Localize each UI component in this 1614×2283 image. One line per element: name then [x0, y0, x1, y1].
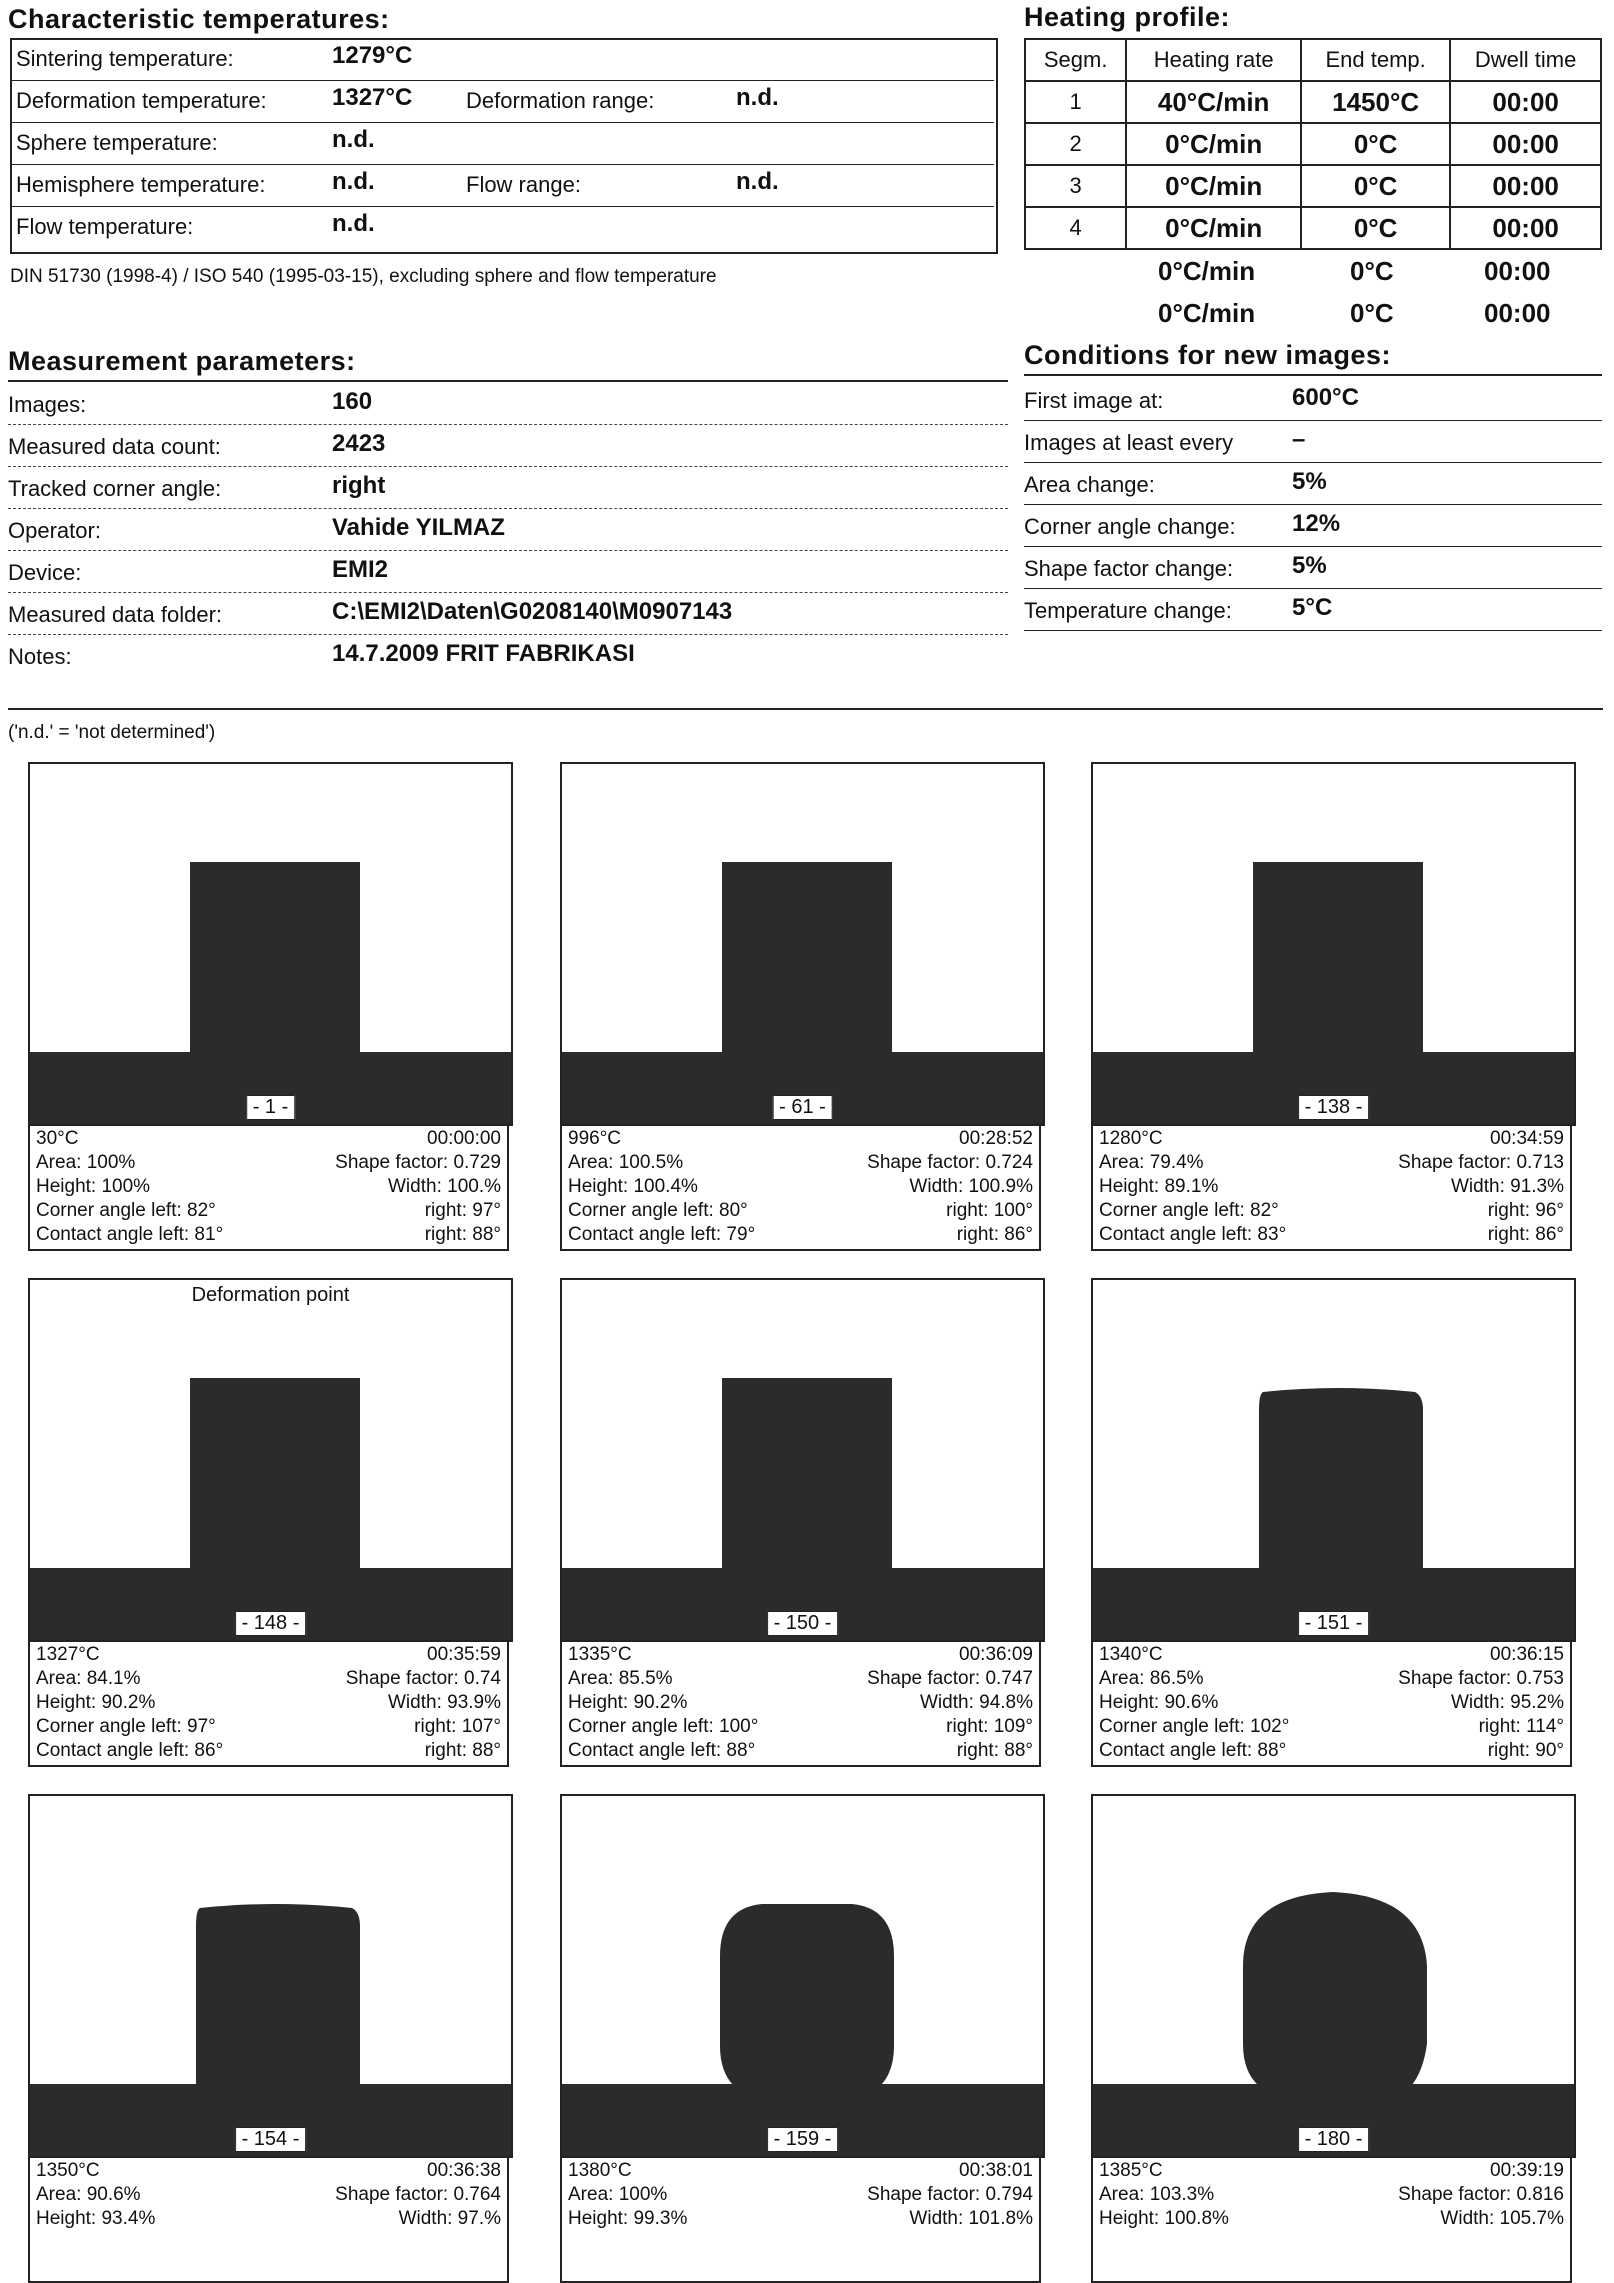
info-corner-l: Corner angle left: 80°: [568, 1200, 748, 1221]
info-line: [568, 2256, 1033, 2280]
info-area: Area: 90.6%: [36, 2184, 141, 2205]
characteristic-row-rule: [10, 206, 994, 207]
image-panel: [1091, 1278, 1576, 1767]
info-corner-l: Corner angle left: 82°: [36, 1200, 216, 1221]
info-line: [1099, 1224, 1564, 1248]
info-height: Height: 100.8%: [1099, 2208, 1229, 2229]
conditions-label: Images at least every: [1024, 430, 1234, 455]
heating-cell: 40°C/min: [1126, 81, 1301, 123]
info-line: [568, 2232, 1033, 2256]
heating-header: Dwell time: [1450, 39, 1601, 81]
heating-cell: 00:00: [1450, 207, 1601, 249]
sample-body: [720, 1904, 894, 2086]
info-line: [568, 1740, 1033, 1764]
info-width: Width: 101.8%: [909, 2208, 1033, 2229]
characteristic-value: n.d.: [332, 210, 375, 237]
info-line: [36, 1128, 501, 1152]
info-area: Area: 100%: [36, 1152, 136, 1173]
conditions-row-rule: [1024, 462, 1602, 463]
info-shape: Shape factor: 0.794: [867, 2184, 1033, 2205]
characteristic-value: n.d.: [736, 168, 779, 195]
image-info: [560, 1642, 1041, 1767]
info-shape: Shape factor: 0.713: [1398, 1152, 1564, 1173]
image-panel: [1091, 762, 1576, 1251]
info-line: [1099, 1644, 1564, 1668]
info-area: Area: 85.5%: [568, 1668, 673, 1689]
characteristic-label: Flow temperature:: [16, 214, 194, 239]
conditions-value: 12%: [1292, 510, 1341, 537]
info-corner-r: right: 96°: [1487, 1200, 1564, 1221]
conditions-value: 5°C: [1292, 594, 1333, 621]
info-width: Width: 100.%: [388, 1176, 501, 1197]
conditions-value: 5%: [1292, 468, 1327, 495]
info-corner-l: Corner angle left: 100°: [568, 1716, 759, 1737]
measurement-label: Measured data count:: [8, 434, 221, 459]
info-shape: Shape factor: 0.747: [867, 1668, 1033, 1689]
info-area: Area: 79.4%: [1099, 1152, 1204, 1173]
info-width: Width: 94.8%: [920, 1692, 1033, 1713]
heating-header: Segm.: [1025, 39, 1126, 81]
info-contact-r: right: 88°: [956, 1740, 1033, 1761]
measurement-row-rule: [8, 592, 1008, 593]
sample-body: [1253, 862, 1423, 1054]
heating-title: Heating profile:: [1024, 2, 1231, 32]
characteristic-label: Deformation temperature:: [16, 88, 267, 113]
sample-body: [722, 1378, 892, 1570]
measurement-row-rule: [8, 424, 1008, 425]
measurement-row-rule: [8, 550, 1008, 551]
sample-body: [196, 1904, 360, 2086]
measurement-label: Device:: [8, 560, 82, 585]
frame-number: - 180 -: [1298, 2127, 1370, 2152]
characteristic-label: Sintering temperature:: [16, 46, 234, 71]
conditions-value: 5%: [1292, 552, 1327, 579]
info-time: 00:39:19: [1490, 2160, 1564, 2181]
heating-row: [1025, 81, 1601, 123]
characteristic-label: Flow range:: [466, 172, 581, 197]
characteristic-row-rule: [10, 164, 994, 165]
characteristic-value: n.d.: [332, 126, 375, 153]
heating-extra-temp: 0°C: [1350, 298, 1394, 328]
info-line: [568, 2160, 1033, 2184]
info-line: [36, 1200, 501, 1224]
sample-image-frame: [28, 762, 513, 1126]
characteristic-value: n.d.: [332, 168, 375, 195]
info-height: Height: 100.4%: [568, 1176, 698, 1197]
info-line: [36, 1176, 501, 1200]
frame-number: - 154 -: [235, 2127, 307, 2152]
image-panel: [560, 1278, 1045, 1767]
info-contact-r: right: 88°: [424, 1224, 501, 1245]
conditions-label: Shape factor change:: [1024, 556, 1234, 581]
info-line: [1099, 1200, 1564, 1224]
info-line: [568, 1200, 1033, 1224]
heating-extra-rate: 0°C/min: [1158, 256, 1256, 286]
info-contact-l: Contact angle left: 83°: [1099, 1224, 1287, 1245]
info-contact-r: right: 86°: [1487, 1224, 1564, 1245]
heating-cell: 0°C: [1301, 165, 1450, 207]
heating-row: [1025, 165, 1601, 207]
sample-silhouette: [562, 1280, 1043, 1640]
heating-cell: 0°C/min: [1126, 165, 1301, 207]
info-area: Area: 103.3%: [1099, 2184, 1215, 2205]
image-panel: [28, 1794, 513, 2283]
info-temp: 1380°C: [568, 2160, 632, 2181]
heating-cell: 4: [1025, 207, 1126, 249]
info-line: [36, 2208, 501, 2232]
image-panel: [1091, 1794, 1576, 2283]
info-temp: 1335°C: [568, 1644, 632, 1665]
info-height: Height: 99.3%: [568, 2208, 688, 2229]
info-line: [568, 1716, 1033, 1740]
conditions-row-rule: [1024, 588, 1602, 589]
info-corner-l: Corner angle left: 82°: [1099, 1200, 1279, 1221]
info-line: [36, 2184, 501, 2208]
sample-body: [190, 1378, 360, 1570]
info-height: Height: 90.2%: [36, 1692, 156, 1713]
heating-cell: 2: [1025, 123, 1126, 165]
conditions-title: Conditions for new images:: [1024, 340, 1392, 370]
characteristic-row-rule: [10, 80, 994, 81]
image-info: [28, 1642, 509, 1767]
info-height: Height: 100%: [36, 1176, 151, 1197]
info-contact-l: Contact angle left: 88°: [568, 1740, 756, 1761]
image-info: [560, 2158, 1041, 2283]
info-shape: Shape factor: 0.74: [345, 1668, 501, 1689]
characteristic-title: Characteristic temperatures:: [8, 4, 390, 34]
info-time: 00:34:59: [1490, 1128, 1564, 1149]
sample-silhouette: [1093, 1280, 1574, 1640]
measurement-title: Measurement parameters:: [8, 346, 356, 376]
measurement-value: Vahide YILMAZ: [332, 514, 505, 541]
info-line: [1099, 2208, 1564, 2232]
info-time: 00:36:09: [959, 1644, 1033, 1665]
sample-silhouette: [30, 1280, 511, 1640]
heating-cell: 00:00: [1450, 81, 1601, 123]
measurement-value: 2423: [332, 430, 386, 457]
measurement-rule: [8, 380, 1008, 382]
conditions-rule: [1024, 374, 1602, 376]
conditions-value: 600°C: [1292, 384, 1359, 411]
frame-number: - 138 -: [1298, 1095, 1370, 1120]
info-line: [1099, 2256, 1564, 2280]
info-temp: 1327°C: [36, 1644, 100, 1665]
sample-image-frame: [560, 1278, 1045, 1642]
measurement-value: EMI2: [332, 556, 389, 583]
info-line: [1099, 2184, 1564, 2208]
info-temp: 1340°C: [1099, 1644, 1163, 1665]
info-temp: 1385°C: [1099, 2160, 1163, 2181]
info-time: 00:35:59: [427, 1644, 501, 1665]
info-height: Height: 90.2%: [568, 1692, 688, 1713]
info-width: Width: 100.9%: [909, 1176, 1033, 1197]
info-shape: Shape factor: 0.724: [867, 1152, 1033, 1173]
info-line: [568, 2208, 1033, 2232]
info-line: [36, 1716, 501, 1740]
info-line: [36, 1668, 501, 1692]
info-time: 00:36:38: [427, 2160, 501, 2181]
info-shape: Shape factor: 0.753: [1398, 1668, 1564, 1689]
heating-row: [1025, 123, 1601, 165]
heating-header-row: [1025, 39, 1601, 81]
info-contact-l: Contact angle left: 86°: [36, 1740, 224, 1761]
info-area: Area: 86.5%: [1099, 1668, 1204, 1689]
heating-cell: 0°C: [1301, 123, 1450, 165]
info-line: [1099, 1128, 1564, 1152]
info-line: [36, 1224, 501, 1248]
heating-cell: 0°C/min: [1126, 123, 1301, 165]
heating-table: [1024, 38, 1602, 250]
image-info: [1091, 1642, 1572, 1767]
frame-number: - 61 -: [772, 1095, 833, 1120]
info-corner-r: right: 109°: [946, 1716, 1033, 1737]
info-shape: Shape factor: 0.729: [335, 1152, 501, 1173]
nd-note: ('n.d.' = 'not determined'): [8, 722, 216, 743]
characteristic-value: 1327°C: [332, 84, 413, 111]
info-contact-l: Contact angle left: 79°: [568, 1224, 756, 1245]
info-line: [36, 1644, 501, 1668]
sample-silhouette: [30, 764, 511, 1124]
info-temp: 1280°C: [1099, 1128, 1163, 1149]
sample-image-frame: [28, 1278, 513, 1642]
info-width: Width: 91.3%: [1451, 1176, 1564, 1197]
characteristic-label: Sphere temperature:: [16, 130, 218, 155]
sample-image-frame: [560, 1794, 1045, 2158]
info-width: Width: 95.2%: [1451, 1692, 1564, 1713]
info-width: Width: 105.7%: [1440, 2208, 1564, 2229]
info-corner-r: right: 114°: [1478, 1716, 1564, 1737]
info-temp: 1350°C: [36, 2160, 100, 2181]
info-width: Width: 93.9%: [388, 1692, 501, 1713]
image-panel: [560, 762, 1045, 1251]
image-info: [1091, 2158, 1572, 2283]
frame-number: - 151 -: [1298, 1611, 1370, 1636]
info-area: Area: 84.1%: [36, 1668, 141, 1689]
info-line: [36, 2232, 501, 2256]
image-info: [560, 1126, 1041, 1251]
sample-image-frame: [1091, 762, 1576, 1126]
sample-image-frame: [560, 762, 1045, 1126]
image-info: [28, 1126, 509, 1251]
sample-image-frame: [1091, 1278, 1576, 1642]
info-time: 00:38:01: [959, 2160, 1033, 2181]
info-line: [1099, 1152, 1564, 1176]
frame-number: - 159 -: [767, 2127, 839, 2152]
measurement-row-rule: [8, 508, 1008, 509]
characteristic-label: Deformation range:: [466, 88, 655, 113]
info-line: [568, 1152, 1033, 1176]
info-line: [36, 1740, 501, 1764]
info-shape: Shape factor: 0.816: [1398, 2184, 1564, 2205]
standard-note: DIN 51730 (1998-4) / ISO 540 (1995-03-15), excluding sphere and flow temperature: [10, 266, 717, 287]
frame-number: - 1 -: [246, 1095, 296, 1120]
info-contact-l: Contact angle left: 88°: [1099, 1740, 1287, 1761]
info-height: Height: 89.1%: [1099, 1176, 1219, 1197]
image-info: [1091, 1126, 1572, 1251]
conditions-label: First image at:: [1024, 388, 1164, 413]
info-temp: 30°C: [36, 1128, 79, 1149]
conditions-row-rule: [1024, 546, 1602, 547]
frame-number: - 148 -: [235, 1611, 307, 1636]
measurement-label: Measured data folder:: [8, 602, 223, 627]
info-line: [568, 1128, 1033, 1152]
heating-cell: 0°C: [1301, 207, 1450, 249]
heating-extra-dwell: 00:00: [1484, 256, 1551, 286]
measurement-label: Tracked corner angle:: [8, 476, 222, 501]
heating-cell: 1: [1025, 81, 1126, 123]
deformation-label: Deformation point: [191, 1284, 350, 1306]
section-rule: [8, 708, 1603, 710]
heating-cell: 3: [1025, 165, 1126, 207]
info-contact-r: right: 86°: [956, 1224, 1033, 1245]
info-corner-l: Corner angle left: 97°: [36, 1716, 216, 1737]
image-panel: [28, 1278, 513, 1767]
heating-cell: 1450°C: [1301, 81, 1450, 123]
image-info: [28, 2158, 509, 2283]
info-time: 00:36:15: [1490, 1644, 1564, 1665]
info-line: [1099, 2232, 1564, 2256]
info-corner-r: right: 97°: [424, 1200, 501, 1221]
info-line: [1099, 1740, 1564, 1764]
info-shape: Shape factor: 0.764: [335, 2184, 501, 2205]
info-corner-r: right: 107°: [414, 1716, 501, 1737]
characteristic-row-rule: [10, 122, 994, 123]
conditions-row-rule: [1024, 630, 1602, 631]
sample-silhouette: [30, 1796, 511, 2156]
measurement-label: Images:: [8, 392, 87, 417]
sample-image-frame: [28, 1794, 513, 2158]
sample-body: [190, 862, 360, 1054]
info-line: [1099, 1716, 1564, 1740]
conditions-value: –: [1292, 426, 1306, 453]
info-line: [1099, 1668, 1564, 1692]
conditions-row-rule: [1024, 504, 1602, 505]
heating-extra-dwell: 00:00: [1484, 298, 1551, 328]
sample-silhouette: [1093, 764, 1574, 1124]
sample-body: [1259, 1388, 1423, 1570]
info-line: [568, 1224, 1033, 1248]
info-temp: 996°C: [568, 1128, 622, 1149]
info-area: Area: 100%: [568, 2184, 668, 2205]
info-line: [1099, 1176, 1564, 1200]
characteristic-value: 1279°C: [332, 42, 413, 69]
heating-extra-temp: 0°C: [1350, 256, 1394, 286]
measurement-value: 14.7.2009 FRIT FABRIKASI: [332, 640, 635, 667]
info-line: [1099, 2160, 1564, 2184]
conditions-label: Area change:: [1024, 472, 1155, 497]
info-corner-l: Corner angle left: 102°: [1099, 1716, 1290, 1737]
info-contact-r: right: 90°: [1487, 1740, 1564, 1761]
image-panel: [560, 1794, 1045, 2283]
info-line: [568, 1668, 1033, 1692]
info-height: Height: 93.4%: [36, 2208, 156, 2229]
heating-cell: 00:00: [1450, 165, 1601, 207]
info-line: [568, 1176, 1033, 1200]
heating-header: End temp.: [1301, 39, 1450, 81]
sample-image-frame: [1091, 1794, 1576, 2158]
heating-row: [1025, 207, 1601, 249]
sample-body: [1243, 1892, 1427, 2086]
info-contact-l: Contact angle left: 81°: [36, 1224, 224, 1245]
info-line: [568, 1692, 1033, 1716]
info-line: [568, 1644, 1033, 1668]
measurement-label: Operator:: [8, 518, 101, 543]
conditions-label: Temperature change:: [1024, 598, 1232, 623]
characteristic-value: n.d.: [736, 84, 779, 111]
info-line: [36, 2256, 501, 2280]
info-line: [568, 2184, 1033, 2208]
heating-cell: 0°C/min: [1126, 207, 1301, 249]
conditions-label: Corner angle change:: [1024, 514, 1236, 539]
measurement-value: right: [332, 472, 386, 499]
conditions-row-rule: [1024, 420, 1602, 421]
sample-silhouette: [562, 1796, 1043, 2156]
info-line: [36, 2160, 501, 2184]
sample-silhouette: [562, 764, 1043, 1124]
info-time: 00:28:52: [959, 1128, 1033, 1149]
info-line: [1099, 1692, 1564, 1716]
info-line: [36, 1152, 501, 1176]
measurement-value: C:\EMI2\Daten\G0208140\M0907143: [332, 598, 733, 625]
sample-silhouette: [1093, 1796, 1574, 2156]
heating-extra-rate: 0°C/min: [1158, 298, 1256, 328]
frame-number: - 150 -: [767, 1611, 839, 1636]
info-area: Area: 100.5%: [568, 1152, 684, 1173]
measurement-row-rule: [8, 634, 1008, 635]
heating-cell: 00:00: [1450, 123, 1601, 165]
measurement-row-rule: [8, 466, 1008, 467]
info-width: Width: 97.%: [398, 2208, 501, 2229]
info-contact-r: right: 88°: [424, 1740, 501, 1761]
heating-header: Heating rate: [1126, 39, 1301, 81]
measurement-label: Notes:: [8, 644, 72, 669]
characteristic-label: Hemisphere temperature:: [16, 172, 266, 197]
sample-body: [722, 862, 892, 1054]
info-corner-r: right: 100°: [946, 1200, 1033, 1221]
info-time: 00:00:00: [427, 1128, 501, 1149]
info-line: [36, 1692, 501, 1716]
measurement-value: 160: [332, 388, 373, 415]
info-height: Height: 90.6%: [1099, 1692, 1219, 1713]
image-panel: [28, 762, 513, 1251]
